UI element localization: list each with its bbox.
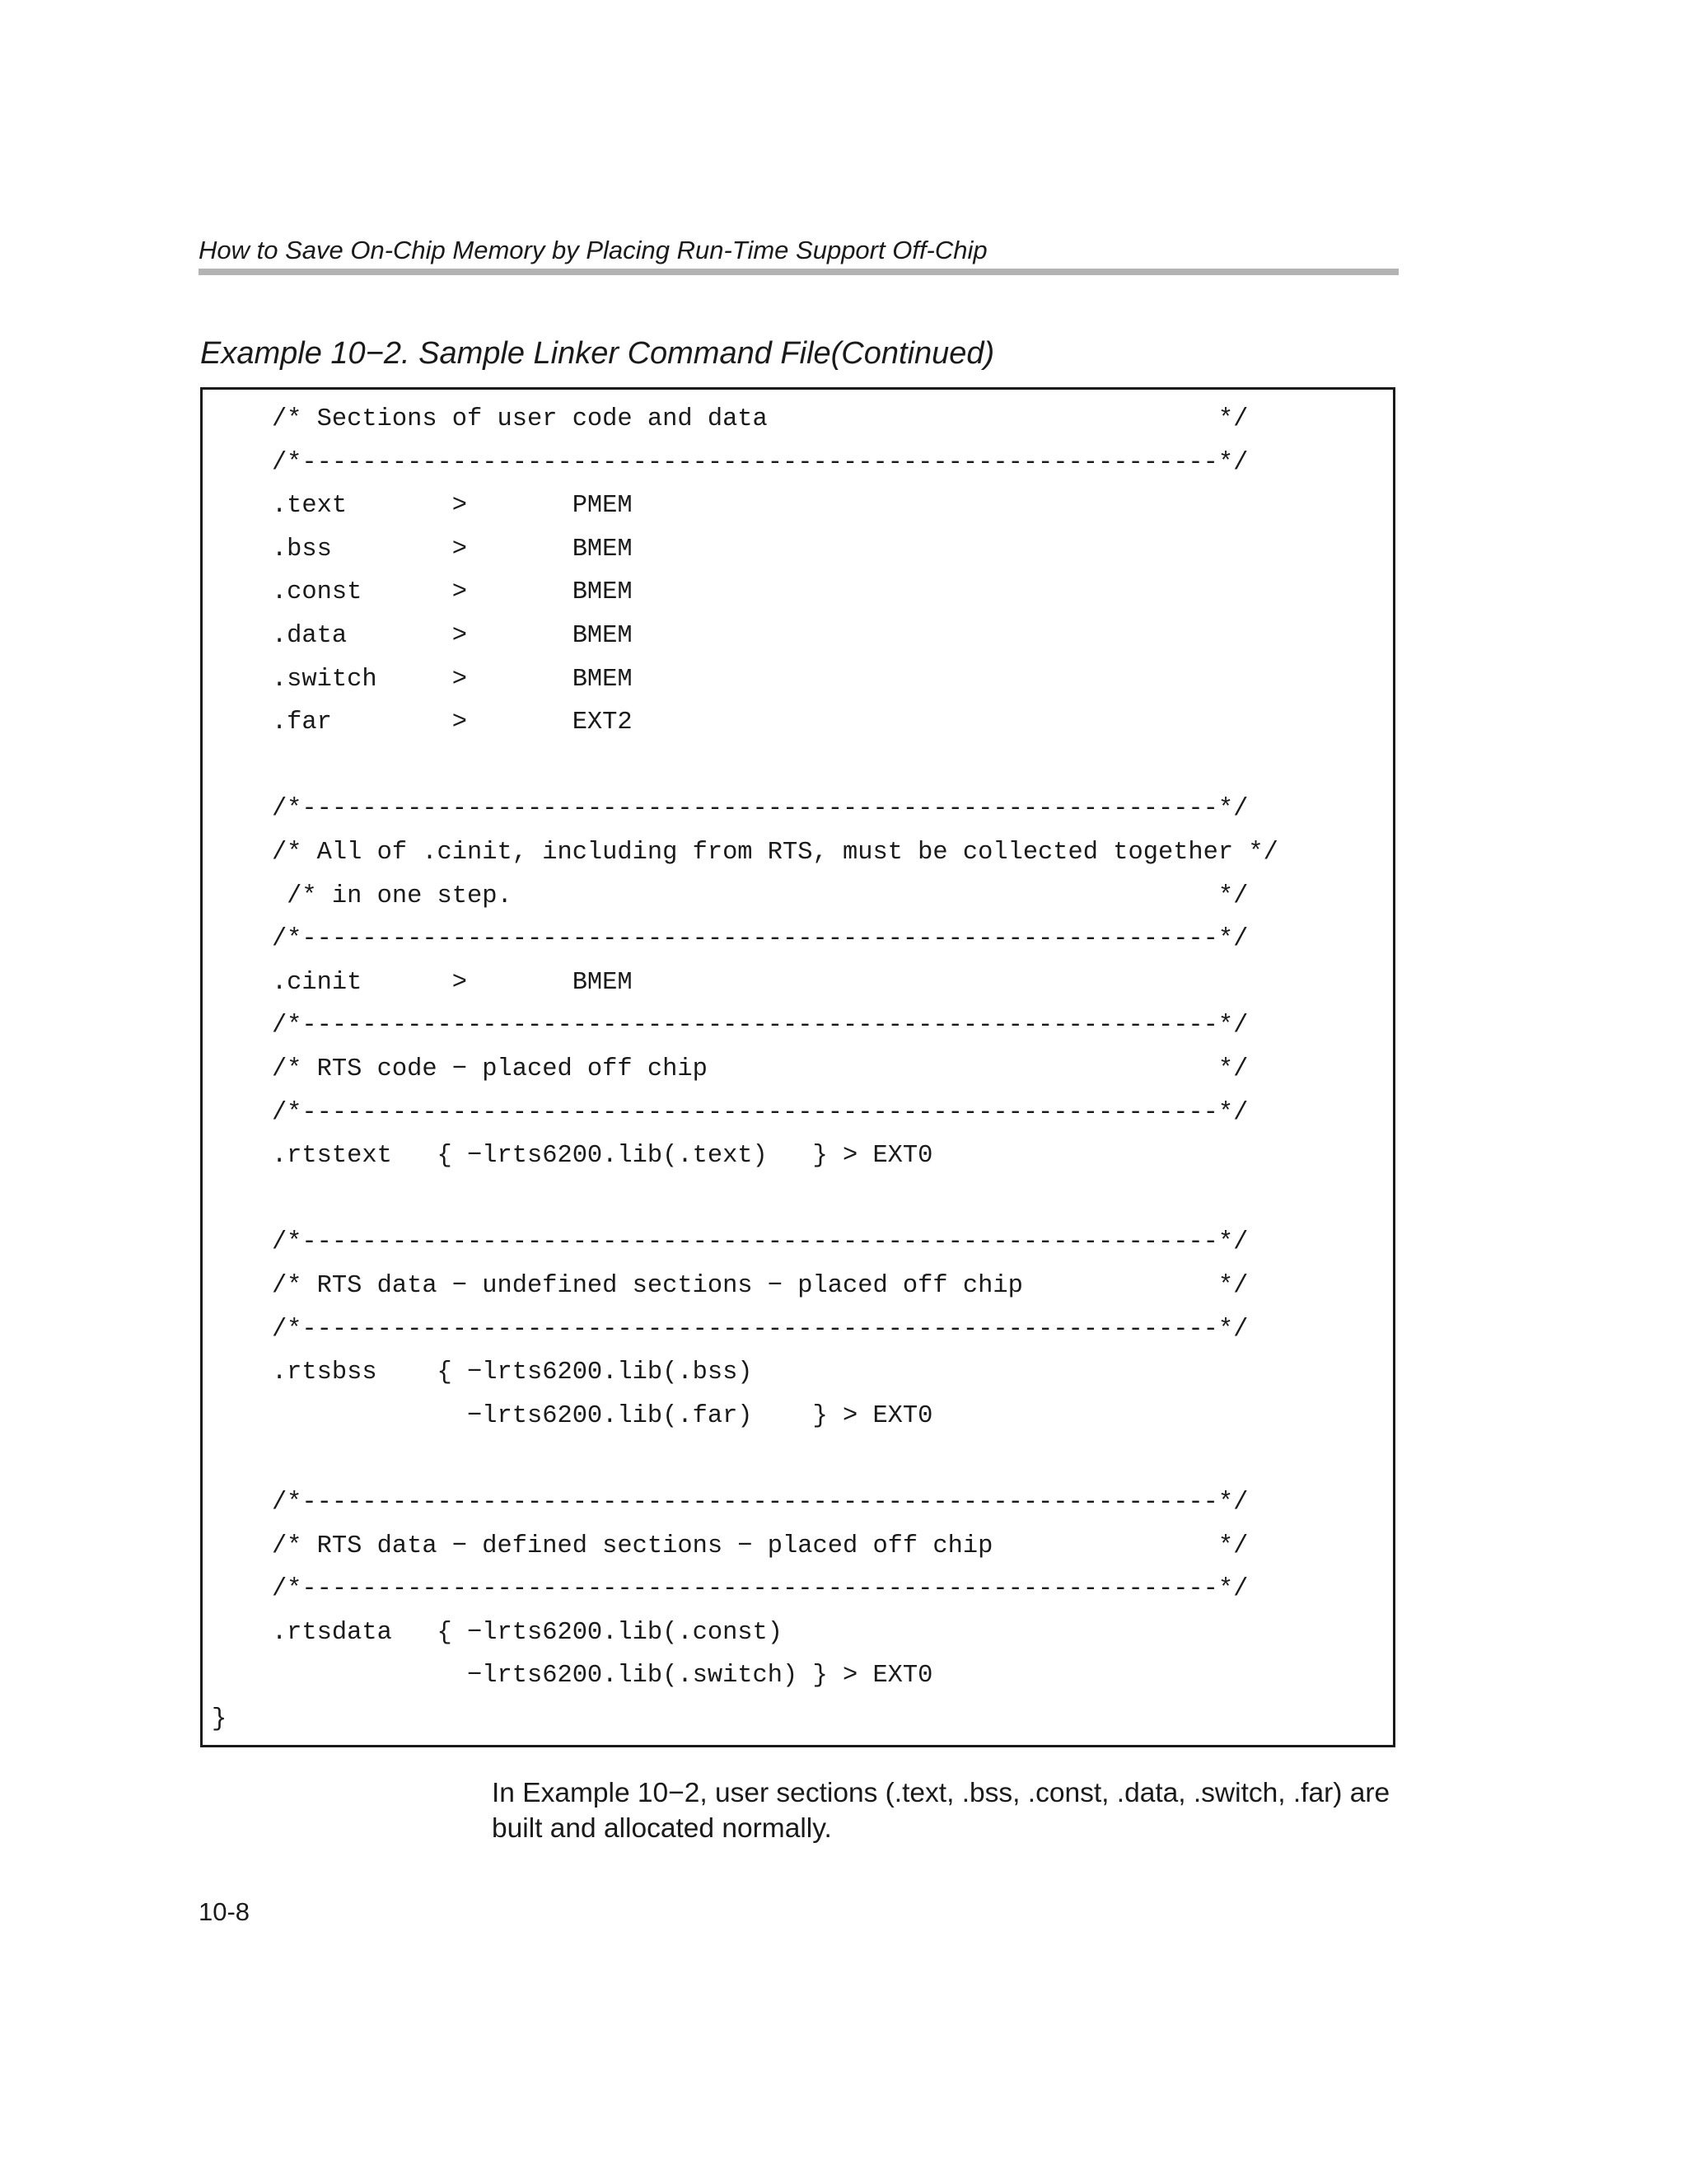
code-line: .data > BMEM [212,622,633,650]
code-line: /* All of .cinit, including from RTS, must be collected together */ [212,839,1278,867]
code-line: .rtstext { −lrts6200.lib(.text) } > EXT0 [212,1142,933,1171]
code-line: .bss > BMEM [212,535,633,564]
code-line: /*-------------------------------------------------------------*/ [212,448,1249,477]
code-line: −lrts6200.lib(.switch) } > EXT0 [212,1662,933,1691]
page-number: 10-8 [199,1897,250,1926]
code-line: /* RTS data − defined sections − placed off chip */ [212,1532,1249,1560]
code-box [200,387,1395,1747]
code-line: /*-------------------------------------------------------------*/ [212,1228,1249,1257]
code-line: /*-------------------------------------------------------------*/ [212,925,1249,954]
code-line: /*-------------------------------------------------------------*/ [212,1315,1249,1344]
code-line: /*-------------------------------------------------------------*/ [212,1098,1249,1127]
code-line: /*-------------------------------------------------------------*/ [212,1012,1249,1041]
code-line: /*-------------------------------------------------------------*/ [212,795,1249,824]
running-header: How to Save On-Chip Memory by Placing Run-Time Support Off-Chip [199,236,988,264]
code-line: .switch > BMEM [212,665,633,694]
example-caption: Example 10−2. Sample Linker Command File(Continued) [200,336,995,371]
code-line: /* in one step. */ [212,882,1249,910]
code-line: /* RTS code − placed off chip */ [212,1055,1249,1083]
body-paragraph: In Example 10−2, user sections (.text, .bss, .const, .data, .switch, .far) are built and allocated normally. [492,1778,1390,1844]
header-rule [199,269,1399,275]
code-line: /* Sections of user code and data */ [212,405,1249,433]
code-listing [203,390,1393,1745]
code-line: } [212,1705,227,1733]
code-line: .far > EXT2 [212,709,633,737]
code-line: /*-------------------------------------------------------------*/ [212,1575,1249,1604]
code-line: /* RTS data − undefined sections − placed off chip */ [212,1272,1249,1300]
code-line: .rtsdata { −lrts6200.lib(.const) [212,1618,783,1647]
code-line: .text > PMEM [212,492,633,521]
code-line: .rtsbss { −lrts6200.lib(.bss) [212,1359,753,1387]
code-line: /*-------------------------------------------------------------*/ [212,1489,1249,1517]
code-line: .cinit > BMEM [212,968,633,997]
code-line: .const > BMEM [212,578,633,607]
code-line: −lrts6200.lib(.far) } > EXT0 [212,1401,933,1430]
